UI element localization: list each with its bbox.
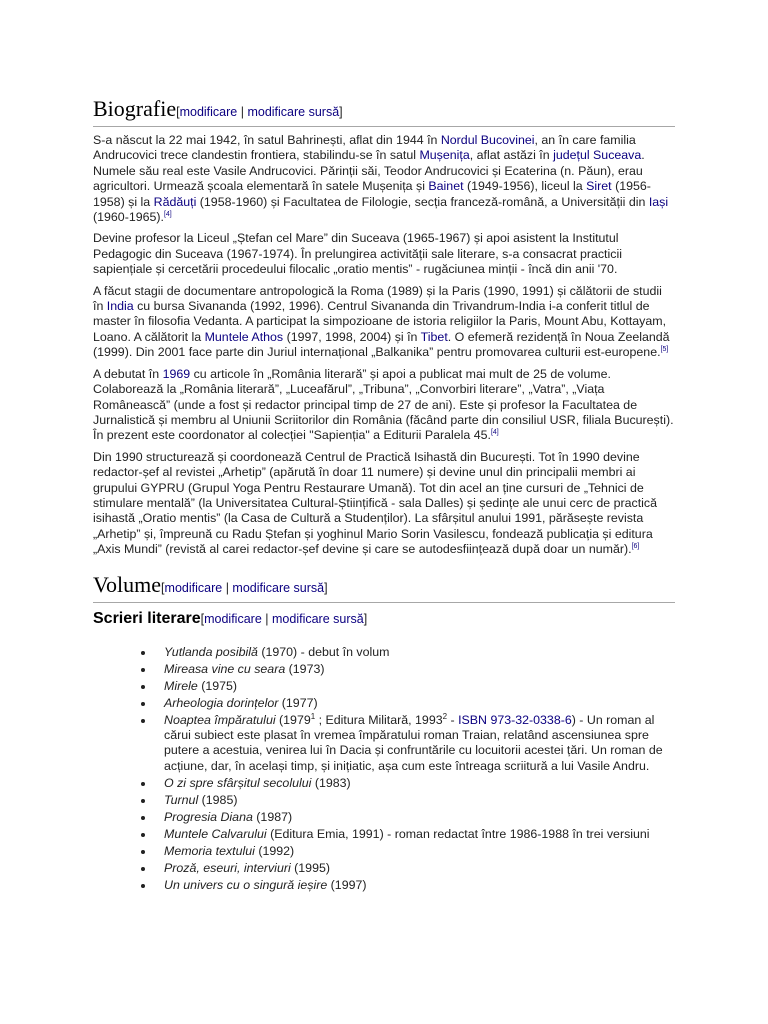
edit-link[interactable]: modificare [204, 611, 262, 626]
link-1969[interactable]: 1969 [162, 366, 191, 381]
subsection-heading-scrieri-literare [93, 609, 675, 629]
works-list [93, 645, 675, 894]
isbn-link[interactable]: ISBN 973-32-0338-6 [458, 712, 572, 727]
reference-link[interactable]: [6] [631, 543, 640, 551]
link-siret[interactable]: Siret [586, 179, 612, 194]
reference-link[interactable]: [4] [163, 210, 172, 218]
section-title: Biografie [93, 96, 177, 121]
list-item: Mirele (1975) [164, 679, 675, 694]
subsection-title: Scrieri literare [93, 609, 201, 627]
section-heading-biografie [93, 96, 675, 127]
list-item: Muntele Calvarului (Editura Emia, 1991) - roman redactat între 1986-1988 în trei versiuni [164, 827, 675, 842]
link-tibet[interactable]: Tibet [420, 329, 448, 344]
link-india[interactable]: India [106, 299, 134, 314]
link-nordul-bucovinei[interactable]: Nordul Bucovinei [440, 133, 535, 147]
edit-links: [modificare | modificare sursă] [200, 611, 368, 626]
reference-link[interactable]: [5] [660, 346, 669, 354]
list-item: O zi spre sfârșitul secolului (1983) [164, 776, 675, 791]
reference-link[interactable]: [4] [490, 429, 499, 437]
link-radauti[interactable]: Rădăuți [153, 194, 197, 209]
list-item: Proză, eseuri, interviuri (1995) [164, 861, 675, 876]
list-item: Yutlanda posibilă (1970) - debut în volum [164, 645, 675, 660]
biography-paragraph-4: A debutat în 1969 cu articole în „România literară” și apoi a publicat mai mult de 25 de volume. Colaborează la „România literară”, „Luceafărul”, „Tribuna”, „Convorbiri literare”, „Vatra”, „Viața Românească” (unde a fost și redactor principal timp de 27 de ani). Este și profesor la Facultatea de Jurnalistică și membru al Uniunii Scriitorilor din România (făcând parte din consiliul USR, filiala București). În prezent este coordonator al colecției "Sapiențiа" a Editurii Paralela 45.[4] [93, 366, 674, 443]
edit-source-link[interactable]: modificare sursă [247, 105, 340, 119]
list-item: Progresia Diana (1987) [164, 810, 675, 825]
list-item: Noaptea împăratului (1979$^1$ ; Editura Militară, 1993$^2$ - ISBN 973-32-0338-6) - Un roman al cărui subiect este plasat în vremea împăratului roman Traian, relatând ascensiunea spre putere a acestuia, venirea lui în Dacia și confruntările cu locuitorii acestei țări. Un roman de acțiune, dar, în același timp, și inițiatic, așa cum este întreaga scriitură a lui Vasile Andru. [164, 713, 675, 775]
edit-source-link[interactable]: modificare sursă [272, 611, 364, 626]
list-item: Turnul (1985) [164, 793, 675, 808]
biography-paragraph-5: Din 1990 structurează și coordonează Centrul de Practică Isihastă din București. Tot în 1990 devine redactor-șef al revistei „Arhetip” (apărută în doar 11 numere) și devine unul din principalii membri ai grupului GYPRU (Grupul Yoga Pentru Restaurare Umană). Tot din acel an ține cursuri de „Tehnici de stimulare mentală” (la Universitatea Cultural-Științifică - sala Dalles) și ședințe ale unui cerc de practică isihastă „Oratio mentis” (la Casa de Cultură a Studenților). La sfârșitul anului 1991, părăsește revista „Arhetip” și, împreună cu Radu Ștefan și yoghinul Mario Sorin Vasilescu, fondează publicația și editura „Axis Mundi” (revistă al carei redactor-șef devine și care se autodesființează după doar un număr).[6] [93, 449, 658, 557]
edit-source-link[interactable]: modificare sursă [232, 580, 325, 595]
list-item: Un univers cu o singură ieșire (1997) [164, 878, 675, 893]
edit-link[interactable]: modificare [179, 105, 238, 119]
edit-link[interactable]: modificare [164, 580, 223, 595]
link-iasi[interactable]: Iași [648, 194, 669, 209]
biography-paragraph-1: S-a născut la 22 mai 1942, în satul Bahrinești, aflat din 1944 în Nordul Bucovinei, an în care familia Andrucovici trece clandestin frontiera, stabilindu-se în satul Mușenița, aflat astăzi în județul Suceava. Numele său real este Vasile Andrucovici. Părinții săi, Teodor Andrucovici și Ecaterina (n. Păun), erau agricultori. Urmează școala elementară în satele Mușenița și Bainet (1949-1956), liceul la Siret (1956-1958) și la Rădăuți (1958-1960) și Facultatea de Filologie, secția franceză-română, a Universității din Iași (1960-1965).[4] [93, 133, 669, 225]
section-title: Volume [93, 571, 162, 597]
list-item: Mireasa vine cu seara (1973) [164, 662, 675, 677]
link-muntele-athos[interactable]: Muntele Athos [204, 329, 284, 344]
link-judetul-suceava[interactable]: județul Suceava [553, 148, 642, 163]
biography-paragraph-3: A făcut stagii de documentare antropologică la Roma (1989) și la Paris (1990, 1991) și călătorii de studii în India cu bursa Sivananda (1992, 1996). Centrul Sivananda din Trivandrum-India i-a conferit titlul de master în filosofia Vedanta. A participat la simpozioane de istoria religiilor la Paris, Mount Abu, Kottayam, Loano. A călătorit la Muntele Athos (1997, 1998, 2004) și în Tibet. O efemeră rezidență în Noua Zeelandă (1999). Din 2001 face parte din Juriul internațional „Balkanika” pentru promovarea culturii est-europene.[5] [93, 283, 670, 360]
link-bainet[interactable]: Bainet [428, 179, 464, 194]
list-item: Arheologia dorințelor (1977) [164, 696, 675, 711]
article-content [93, 96, 675, 895]
link-musenita[interactable]: Mușenița [419, 148, 470, 163]
section-heading-volume [93, 572, 675, 603]
list-item: Memoria textului (1992) [164, 844, 675, 859]
edit-links: [modificare | modificare sursă] [161, 580, 328, 595]
edit-links: [modificare | modificare sursă] [176, 105, 343, 119]
biography-paragraph-2: Devine profesor la Liceul „Ștefan cel Mare” din Suceava (1965-1967) și apoi asistent la Institutul Pedagogic din Suceava (1967-1974). În prelungirea activității sale literare, s-a consacrat practicii sapiențiale și cercetării procedeului filocalic „oratio mentis” - rugăciunea minții - încă din anii '70. [93, 231, 622, 277]
